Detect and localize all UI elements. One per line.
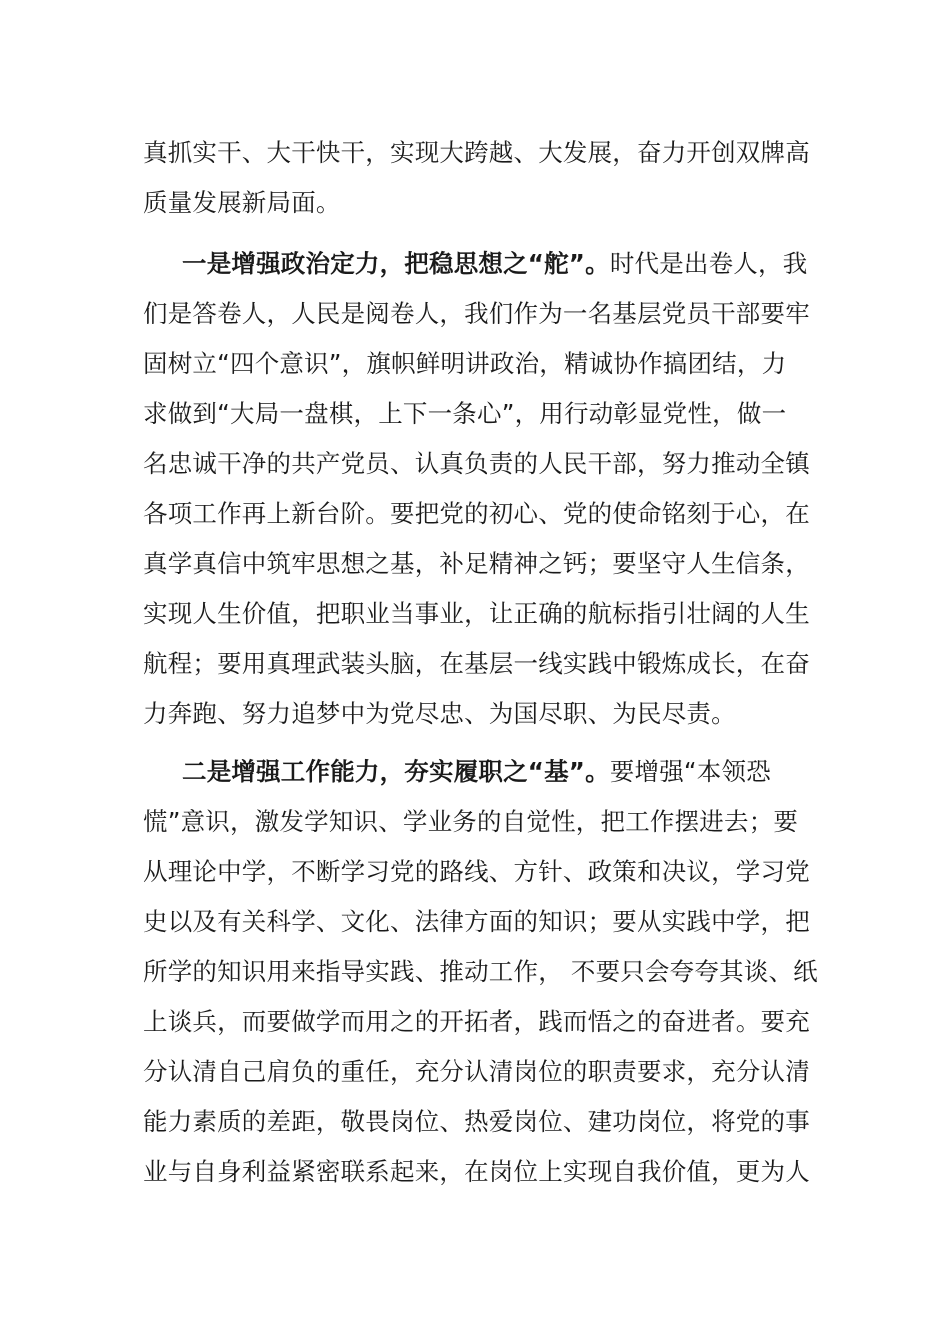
text-line: 力奔跑、努力追梦中为党尽忠、为国尽职、为民尽责。	[143, 699, 736, 728]
paragraph-heading: 二是增强工作能力，夯实履职之“基”。	[182, 757, 610, 786]
paragraph-text: 要增强“本领恐	[609, 757, 771, 786]
text-line: 业与自身利益紧密联系起来，在岗位上实现自我价值，更为人	[143, 1157, 810, 1186]
text-line: 史以及有关科学、文化、法律方面的知识；要从实践中学，把	[143, 907, 810, 936]
text-line: 航程；要用真理武装头脑，在基层一线实践中锻炼成长，在奋	[143, 649, 810, 678]
paragraph-political-stability	[143, 239, 808, 739]
text-line: 质量发展新局面。	[143, 188, 341, 217]
paragraph-heading: 一是增强政治定力，把稳思想之“舵”。	[182, 249, 610, 278]
text-line: 名忠诚干净的共产党员、认真负责的人民干部，努力推动全镇	[143, 449, 810, 478]
text-line: 从理论中学，不断学习党的路线、方针、政策和决议，学习党	[143, 857, 810, 886]
paragraph-first-line	[143, 747, 808, 797]
text-line: 各项工作再上新台阶。要把党的初心、党的使命铭刻于心，在	[143, 499, 810, 528]
text-line: 分认清自己肩负的重任，充分认清岗位的职责要求，充分认清	[143, 1057, 810, 1086]
text-line: 求做到“大局一盘棋，上下一条心”，用行动彰显党性，做一	[143, 399, 787, 428]
text-line: 能力素质的差距，敬畏岗位、热爱岗位、建功岗位，将党的事	[143, 1107, 810, 1136]
text-line: 所学的知识用来指导实践、推动工作， 不要只会夸夸其谈、纸	[143, 957, 818, 986]
text-line: 上谈兵，而要做学而用之的开拓者，践而悟之的奋进者。要充	[143, 1007, 810, 1036]
text-line: 慌”意识，激发学知识、学业务的自觉性，把工作摆进去；要	[143, 807, 799, 836]
text-line: 们是答卷人，人民是阅卷人，我们作为一名基层党员干部要牢	[143, 299, 810, 328]
text-line: 真抓实干、大干快干，实现大跨越、大发展，奋力开创双牌高	[143, 138, 810, 167]
paragraph-text: 时代是出卷人，我	[609, 249, 808, 278]
paragraph-work-ability	[143, 747, 818, 1197]
text-line: 固树立“四个意识”，旗帜鲜明讲政治，精诚协作搞团结，力	[143, 349, 787, 378]
text-line: 真学真信中筑牢思想之基，补足精神之钙；要坚守人生信条，	[143, 549, 810, 578]
text-line: 实现人生价值，把职业当事业，让正确的航标指引壮阔的人生	[143, 599, 810, 628]
paragraph-first-line	[143, 239, 808, 289]
intro-paragraph	[143, 128, 808, 228]
